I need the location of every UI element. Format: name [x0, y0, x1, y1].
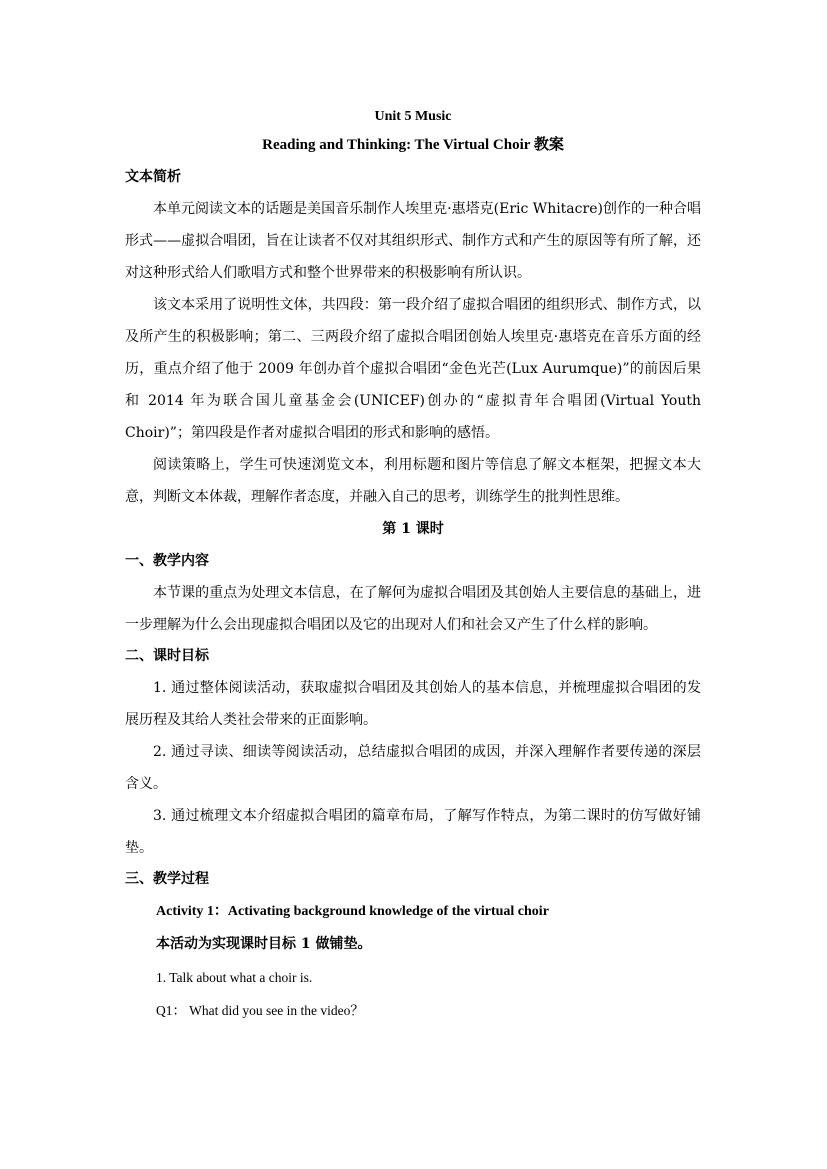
document-content — [125, 104, 701, 1027]
lesson-goal-2: 2. 通过寻读、细读等阅读活动，总结虚拟合唱团的成因，并深入理解作者要传递的深层含义。 — [125, 744, 701, 792]
lesson-title: Reading and Thinking: The Virtual Choir 教案 — [262, 137, 564, 153]
teaching-content-heading: 一、教学内容 — [125, 553, 209, 569]
text-analysis-paragraph-2: 该文本采用了说明性文体，共四段：第一段介绍了虚拟合唱团的组织形式、制作方式，以及所产生的积极影响；第二、三两段介绍了虚拟合唱团创始人埃里克·惠塔克在音乐方面的经历，重点介绍了他于 2009 年创办首个虚拟合唱团“金色光芒(Lux Aurumque)”的前因后果和 2014 年为联合国儿童基金会(UNICEF)创办的“虚拟青年合唱团(Virtual Youth Choir)”；第四段是作者对虚拟合唱团的形式和影响的感悟。 — [125, 297, 701, 441]
activity-1-title: Activity 1：Activating background knowledge of the virtual choir — [156, 904, 549, 919]
lesson-goal-3: 3. 通过梳理文本介绍虚拟合唱团的篇章布局，了解写作特点，为第二课时的仿写做好铺垫。 — [125, 808, 701, 856]
lesson-1-heading: 第 1 课时 — [382, 521, 444, 537]
text-analysis-paragraph-1: 本单元阅读文本的话题是美国音乐制作人埃里克·惠塔克(Eric Whitacre)创作的一种合唱形式——虚拟合唱团，旨在让读者不仅对其组织形式、制作方式和产生的原因等有所了解，还对这种形式给人们歌唱方式和整个世界带来的积极影响有所认识。 — [125, 201, 701, 281]
activity-1-question-1: Q1： What did you see in the video？ — [156, 1003, 364, 1018]
lesson-goals-heading: 二、课时目标 — [125, 648, 209, 664]
text-analysis-heading: 文本简析 — [125, 169, 181, 185]
text-analysis-paragraph-3: 阅读策略上，学生可快速浏览文本，利用标题和图片等信息了解文本框架，把握文本大意，判断文本体裁，理解作者态度，并融入自己的思考，训练学生的批判性思维。 — [125, 457, 701, 505]
teaching-process-heading: 三、教学过程 — [125, 871, 209, 887]
activity-1-note: 本活动为实现课时目标 1 做铺垫。 — [156, 936, 372, 952]
lesson-goal-1: 1. 通过整体阅读活动，获取虚拟合唱团及其创始人的基本信息，并梳理虚拟合唱团的发展历程及其给人类社会带来的正面影响。 — [125, 680, 701, 728]
unit-title: Unit 5 Music — [374, 109, 452, 124]
teaching-content-paragraph: 本节课的重点为处理文本信息，在了解何为虚拟合唱团及其创始人主要信息的基础上，进一步理解为什么会出现虚拟合唱团以及它的出现对人们和社会又产生了什么样的影响。 — [125, 585, 701, 633]
activity-1-step-1: 1. Talk about what a choir is. — [156, 970, 313, 985]
